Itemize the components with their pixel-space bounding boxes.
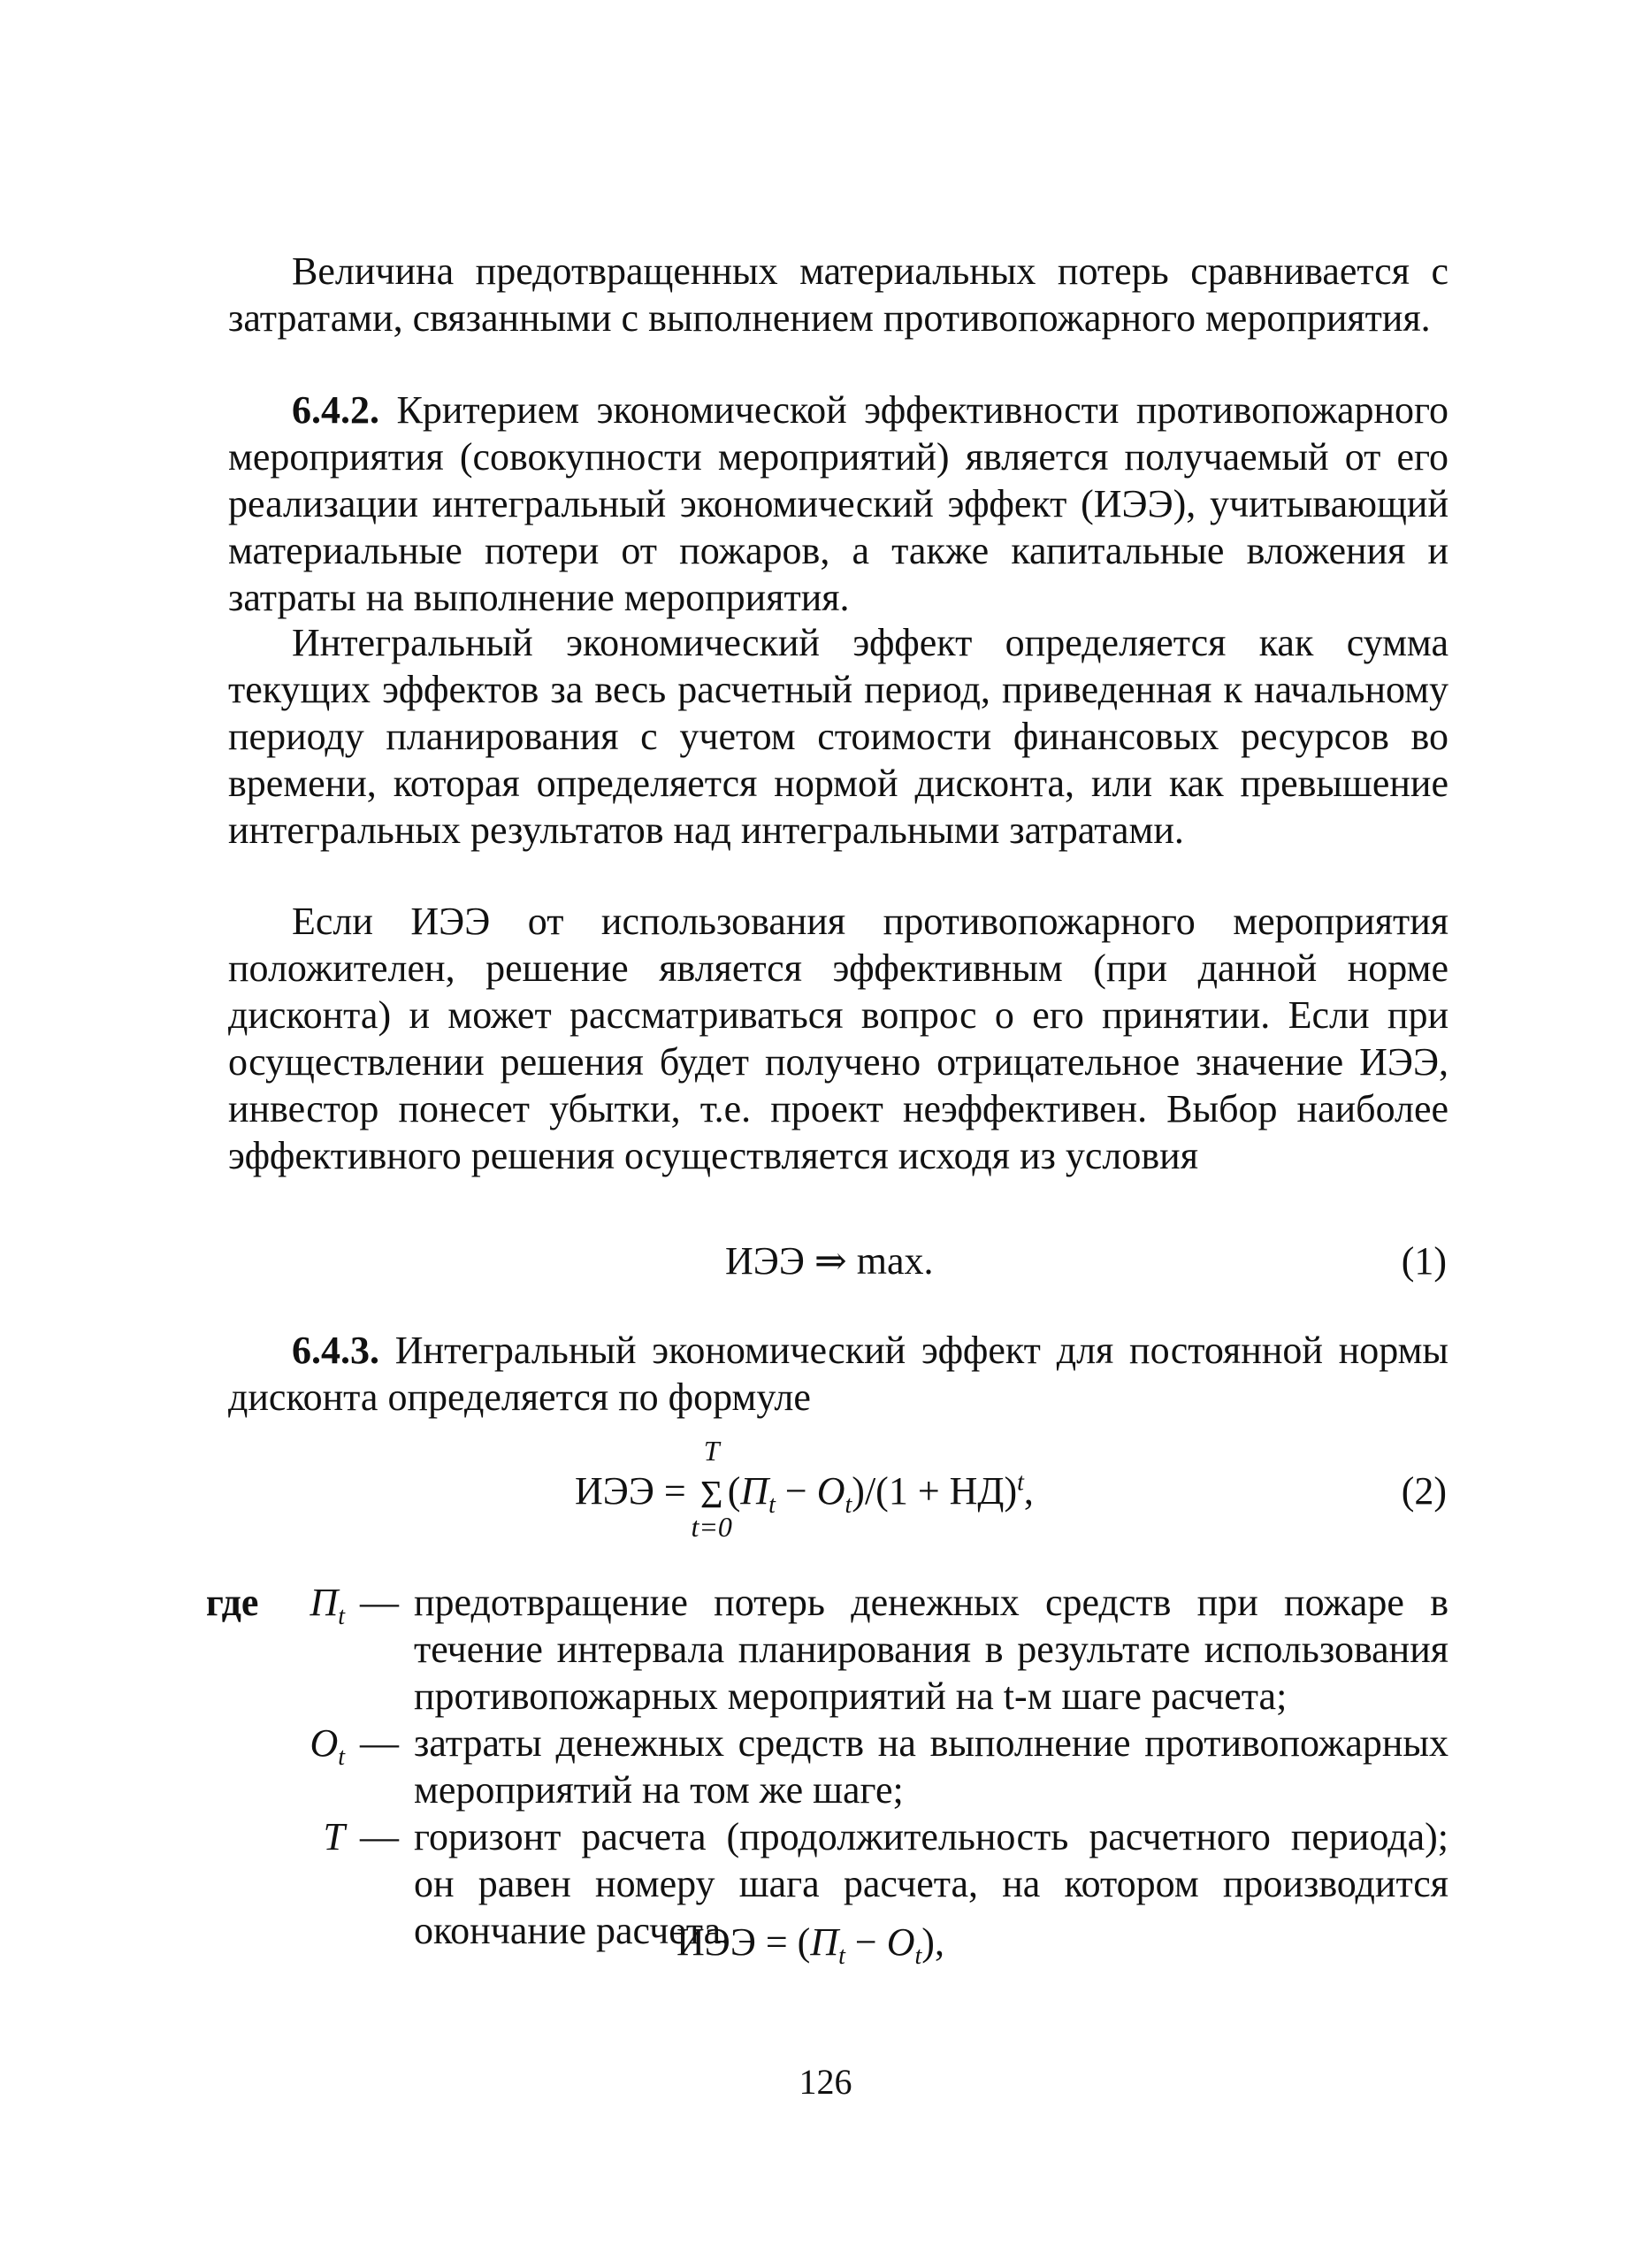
section-number-6-4-2: 6.4.2. — [292, 388, 379, 432]
formula-1-number: (1) — [1401, 1239, 1447, 1283]
sum-lower-limit: t=0 — [691, 1511, 732, 1544]
definition-text: предотвращение потерь денежных средств при пожаре в течение интервала планирования в результате использования противопожарных мероприятий на t-м шаге расчета; — [414, 1581, 1448, 1718]
var-o-sub: t — [845, 1490, 852, 1519]
formula-1 — [725, 1238, 934, 1283]
definition-lead: где — [205, 1581, 259, 1624]
paragraph-6-4-3 — [228, 1327, 1448, 1421]
var-p: П — [810, 1920, 839, 1964]
sum-operator — [691, 1435, 732, 1544]
paragraph-3 — [228, 619, 1448, 854]
paragraph-6-4-3-text: Интегральный экономический эффект для постоянной нормы дисконта определяется по формуле — [228, 1329, 1448, 1419]
paragraph-1-text: Величина предотвращенных материальных потерь сравнивается с затратами, связанными с выполнением противопожарного мероприятия. — [228, 249, 1448, 340]
section-number-6-4-3: 6.4.3. — [292, 1329, 379, 1372]
paragraph-6-4-2 — [228, 387, 1448, 621]
var-nd: НД — [949, 1469, 1005, 1513]
definition-p: где $П_t$ — предотвращение потерь денежных средств при пожаре в течение интервала планирования в результате использования противопожарных мероприятий на t-м шаге расчета; — [205, 1581, 1448, 1718]
definition-symbol: T — [323, 1815, 345, 1858]
formula-2: ИЭЭ = T Σ t=0 $(П_t - О_t)/(1 + НД)^t$, — [575, 1435, 1034, 1544]
paragraph-1 — [228, 248, 1448, 341]
exponent-t: t — [1017, 1468, 1024, 1497]
definition-text: горизонт расчета (продолжительность расчетного периода); он равен номеру шага расчета, на котором производится окончание расчета. — [414, 1815, 1448, 1952]
paragraph-4 — [228, 898, 1448, 1179]
formula-3: ИЭЭ = $(П_t - О_t)$, — [676, 1920, 944, 1970]
definitions-list — [205, 1579, 1448, 1954]
sum-upper-limit: T — [703, 1435, 720, 1467]
page-number: 126 — [799, 2062, 852, 2102]
sum-symbol: Σ — [699, 1473, 723, 1517]
paragraph-3-text: Интегральный экономический эффект определяется как сумма текущих эффектов за весь расчетный период, приведенная к начальному периоду планирования с учетом стоимости финансовых ресурсов во времени, которая определяется нормой дисконта, или как превышение интегральных результатов над интегральными затратами. — [228, 621, 1448, 852]
formula-2-number: (2) — [1401, 1469, 1447, 1513]
definition-symbol: где $П_t$ — [205, 1581, 345, 1630]
formula-2-lhs: ИЭЭ = — [575, 1469, 686, 1513]
var-p: П — [740, 1469, 769, 1513]
definition-t: T — горизонт расчета (продолжительность расчетного периода); он равен номеру шага расчета, на котором производится окончание расчета. — [228, 1813, 1448, 1954]
var-o: О — [816, 1469, 845, 1513]
var-p-sub: t — [768, 1490, 776, 1519]
paragraph-6-4-2-text: Критерием экономической эффективности противопожарного мероприятия (совокупности мероприятий) является получаемый от его реализации интегральный экономический эффект (ИЭЭ), учитывающий материальные потери от пожаров, а также капитальные вложения и затраты на выполнение мероприятия. — [228, 388, 1448, 619]
definition-symbol: $О_t$ — [310, 1721, 345, 1771]
var-o: О — [886, 1920, 915, 1964]
definition-o: $О_t$ — затраты денежных средств на выполнение противопожарных мероприятий на том же шаге; — [228, 1720, 1448, 1813]
formula-1-text: ИЭЭ ⇒ max. — [725, 1239, 934, 1283]
paragraph-4-text: Если ИЭЭ от использования противопожарного мероприятия положителен, решение является эффективным (при данной норме дисконта) и может рассматриваться вопрос о его принятии. Если при осуществлении решения будет получено отрицательное значение ИЭЭ, инвестор понесет убытки, т.е. проект неэффективен. Выбор наиболее эффективного решения осуществляется исходя из условия — [228, 900, 1448, 1177]
definition-text: затраты денежных средств на выполнение противопожарных мероприятий на том же шаге; — [414, 1721, 1448, 1812]
